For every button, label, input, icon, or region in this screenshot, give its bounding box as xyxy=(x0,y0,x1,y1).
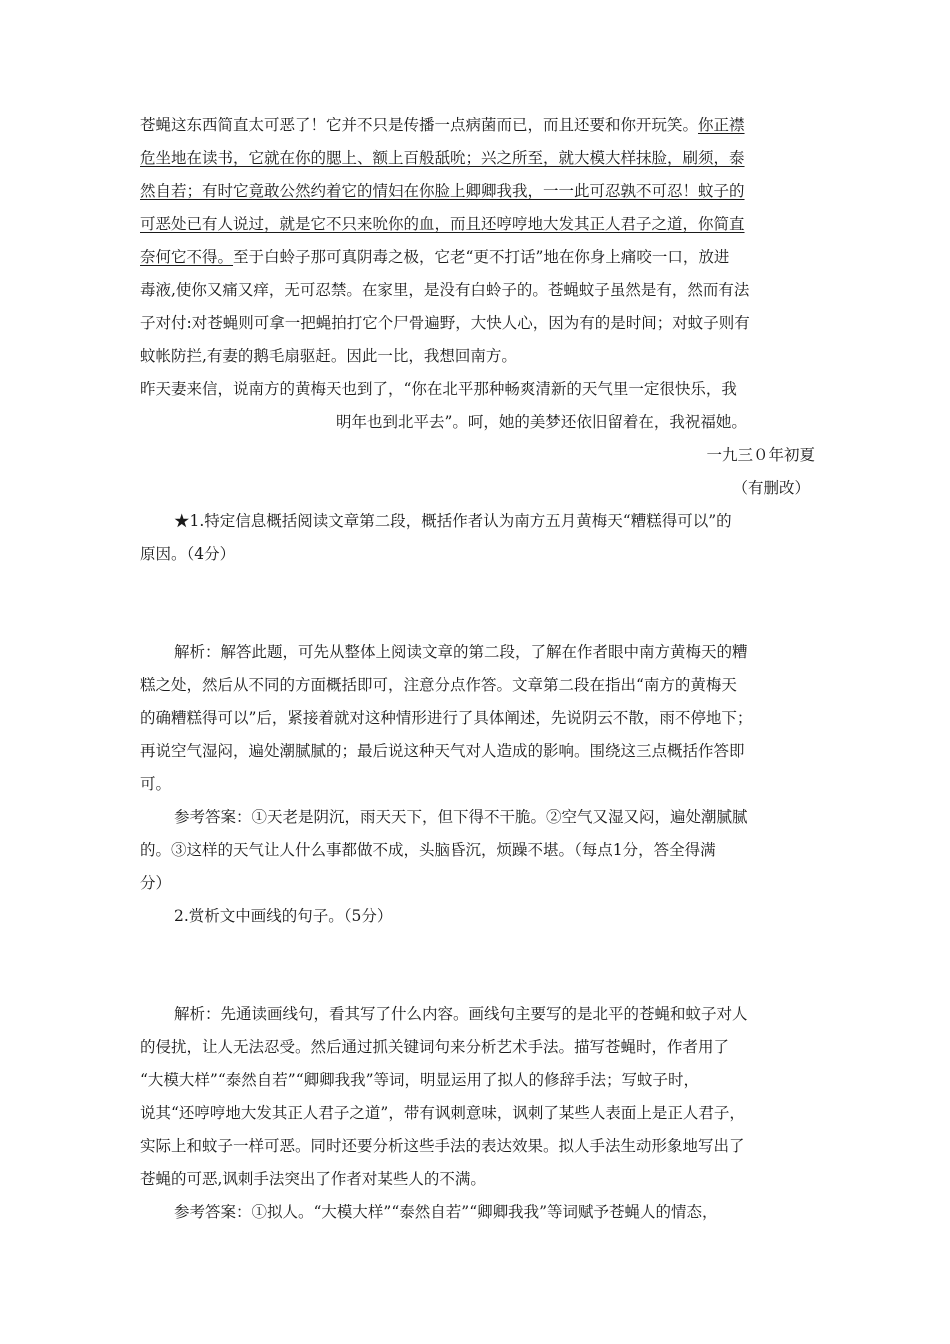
underlined-sentence-line-3: 然自若；有时它竟敢公然约着它的情妇在你脸上卿卿我我，一一此可忍孰不可忍！蚊子的 xyxy=(140,182,745,200)
analysis-1-line-5: 可。 xyxy=(140,775,172,793)
question-1-line-1: ★1.特定信息概括阅读文章第二段，概括作者认为南方五月黄梅天“糟糕得可以”的 xyxy=(174,512,732,530)
analysis-2-line-6: 苍蝇的可恶,讽刺手法突出了作者对某些人的不满。 xyxy=(140,1170,486,1188)
analysis-2-line-1: 解析：先通读画线句，看其写了什么内容。画线句主要写的是北平的苍蝇和蚊子对人 xyxy=(174,1005,748,1023)
passage-line-1 xyxy=(140,115,745,135)
underlined-sentence: 奈何它不得。 xyxy=(140,248,234,266)
analysis-2-line-3: “大模大样”“泰然自若”“卿卿我我”等词，明显运用了拟人的修辞手法；写蚊子时， xyxy=(140,1071,700,1089)
analysis-1-line-2: 糕之处，然后从不同的方面概括即可，注意分点作答。文章第二段在指出“南方的黄梅天 xyxy=(140,676,737,694)
passage-line-8: 蚊帐防拦,有妻的鹅毛扇驱赶。因此一比，我想回南方。 xyxy=(140,347,517,365)
analysis-2-line-2: 的侵扰，让人无法忍受。然后通过抓关键词句来分析艺术手法。描写苍蝇时，作者用了 xyxy=(140,1038,730,1056)
passage-line-5 xyxy=(140,247,729,267)
analysis-1-line-1: 解析：解答此题，可先从整体上阅读文章的第二段，了解在作者眼中南方黄梅天的糟 xyxy=(174,643,748,661)
underlined-sentence-line-4: 可恶处已有人说过，就是它不只来吮你的血，而且还哼哼地大发其正人君子之道，你简直 xyxy=(140,215,745,233)
passage-line-7: 子对付:对苍蝇则可拿一把蝇拍打它个尸骨遍野，大快人心，因为有的是时间；对蚊子则有 xyxy=(140,314,750,332)
passage-date: 一九三０年初夏 xyxy=(706,446,815,464)
analysis-2-line-5: 实际上和蚊子一样可恶。同时还要分析这些手法的表达效果。拟人手法生动形象地写出了 xyxy=(140,1137,745,1155)
analysis-1-line-4: 再说空气湿闷，遍处潮腻腻的；最后说这种天气对人造成的影响。围绕这三点概括作答即 xyxy=(140,742,745,760)
passage-line-10: 明年也到北平去”。呵，她的美梦还依旧留着在，我祝福她。 xyxy=(336,413,747,431)
underlined-sentence: 你正襟 xyxy=(698,116,745,134)
passage-text: 至于白蛉子那可真阴毒之极，它老“更不打话”地在你身上痛咬一口，放进 xyxy=(233,248,730,266)
question-2-line-1: 2.赏析文中画线的句子。（5分） xyxy=(174,907,393,925)
underlined-sentence-line-2: 危坐地在读书，它就在你的腮上、额上百般舐吮；兴之所至，就大模大样抹脸，刷须，泰 xyxy=(140,149,745,167)
answer-1-line-1: 参考答案：①天老是阴沉，雨天天下，但下得不干脆。②空气又湿又闷，遍处潮腻腻 xyxy=(174,808,748,826)
passage-line-9: 昨天妻来信，说南方的黄梅天也到了，“你在北平那种畅爽清新的天气里一定很快乐，我 xyxy=(140,380,737,398)
passage-line-6: 毒液,使你又痛又痒，无可忍禁。在家里，是没有白蛉子的。苍蝇蚊子虽然是有，然而有法 xyxy=(140,281,750,299)
answer-1-line-3: 分） xyxy=(140,874,172,892)
answer-1-line-2: 的。③这样的天气让人什么事都做不成，头脑昏沉，烦躁不堪。（每点1分，答全得满 xyxy=(140,841,716,859)
passage-edit-note: （有删改） xyxy=(732,479,810,497)
question-1-line-2: 原因。（4分） xyxy=(140,545,236,563)
analysis-2-line-4: 说其“还哼哼地大发其正人君子之道”，带有讽刺意味，讽刺了某些人表面上是正人君子， xyxy=(140,1104,745,1122)
answer-2-line-1: 参考答案：①拟人。“大模大样”“泰然自若”“卿卿我我”等词赋予苍蝇人的情态， xyxy=(174,1203,718,1221)
analysis-1-line-3: 的确糟糕得可以”后，紧接着就对这种情形进行了具体阐述，先说阴云不散，雨不停地下； xyxy=(140,709,753,727)
passage-text: 苍蝇这东西简直太可恶了！它并不只是传播一点病菌而已，而且还要和你开玩笑。 xyxy=(140,116,699,134)
